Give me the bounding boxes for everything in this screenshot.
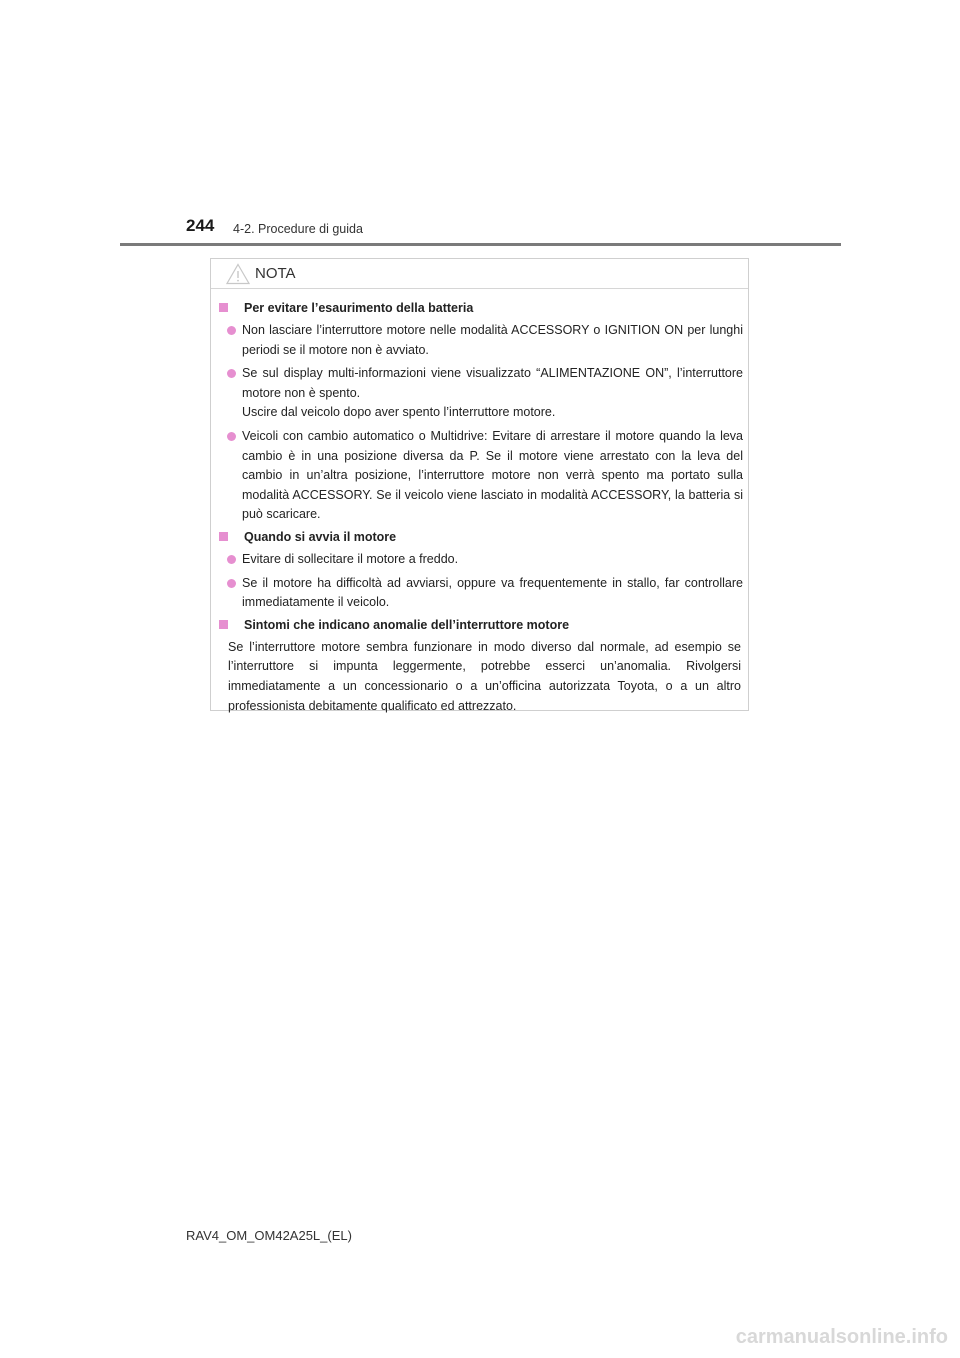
warning-icon: [226, 263, 250, 285]
section-heading: Quando si avvia il motore: [211, 529, 750, 546]
square-bullet-icon: [219, 532, 228, 541]
circle-bullet-icon: [227, 369, 236, 378]
list-item: Veicoli con cambio automatico o Multidrive: Evitare di arrestare il motore quando la leva cambio è in una posizione diversa da P. Se il motore viene arrestato con la leva del cambio in un’altra posizione, l’interruttore motore non verrà spento ma portato sulla modalità ACCESSORY. Se il veicolo viene lasciato in modalità ACCESSORY, la batteria si può scaricare.: [211, 427, 750, 525]
nota-header: [211, 259, 748, 289]
square-bullet-icon: [219, 620, 228, 629]
paragraph: Se l’interruttore motore sembra funzionare in modo diverso dal normale, ad esempio se l’interruttore si impunta leggermente, potrebbe esserci un’anomalia. Rivolgersi immediatamente a un concessionario o a un’officina autorizzata Toyota, o a un altro professionista debitamente qualificato ed attrezzato.: [228, 639, 741, 713]
section-title: 4-2. Procedure di guida: [233, 222, 363, 236]
nota-box: [210, 258, 749, 711]
list-item: Se il motore ha difficoltà ad avviarsi, oppure va frequentemente in stallo, far controllare immediatamente il veicolo.: [211, 574, 750, 613]
watermark: carmanualsonline.info: [735, 1326, 948, 1348]
circle-bullet-icon: [227, 555, 236, 564]
page-number: 244: [186, 216, 215, 235]
circle-bullet-icon: [227, 579, 236, 588]
list-item: Se sul display multi-informazioni viene visualizzato “ALIMENTAZIONE ON”, l’interruttore motore non è spento. Uscire dal veicolo dopo aver spento l’interruttore motore.: [211, 364, 750, 423]
circle-bullet-icon: [227, 326, 236, 335]
section-heading: Per evitare l’esaurimento della batteria: [211, 300, 750, 317]
list-item: Evitare di sollecitare il motore a freddo.: [211, 550, 750, 570]
header-rule: [120, 243, 841, 246]
square-bullet-icon: [219, 303, 228, 312]
nota-label: NOTA: [255, 265, 296, 282]
circle-bullet-icon: [227, 432, 236, 441]
list-item: Non lasciare l’interruttore motore nelle modalità ACCESSORY o IGNITION ON per lunghi periodi se il motore non è avviato.: [211, 321, 750, 360]
section-heading: Sintomi che indicano anomalie dell’interruttore motore: [211, 617, 750, 634]
nota-content: [211, 300, 750, 716]
footer-doc-code: RAV4_OM_OM42A25L_(EL): [186, 1228, 352, 1243]
